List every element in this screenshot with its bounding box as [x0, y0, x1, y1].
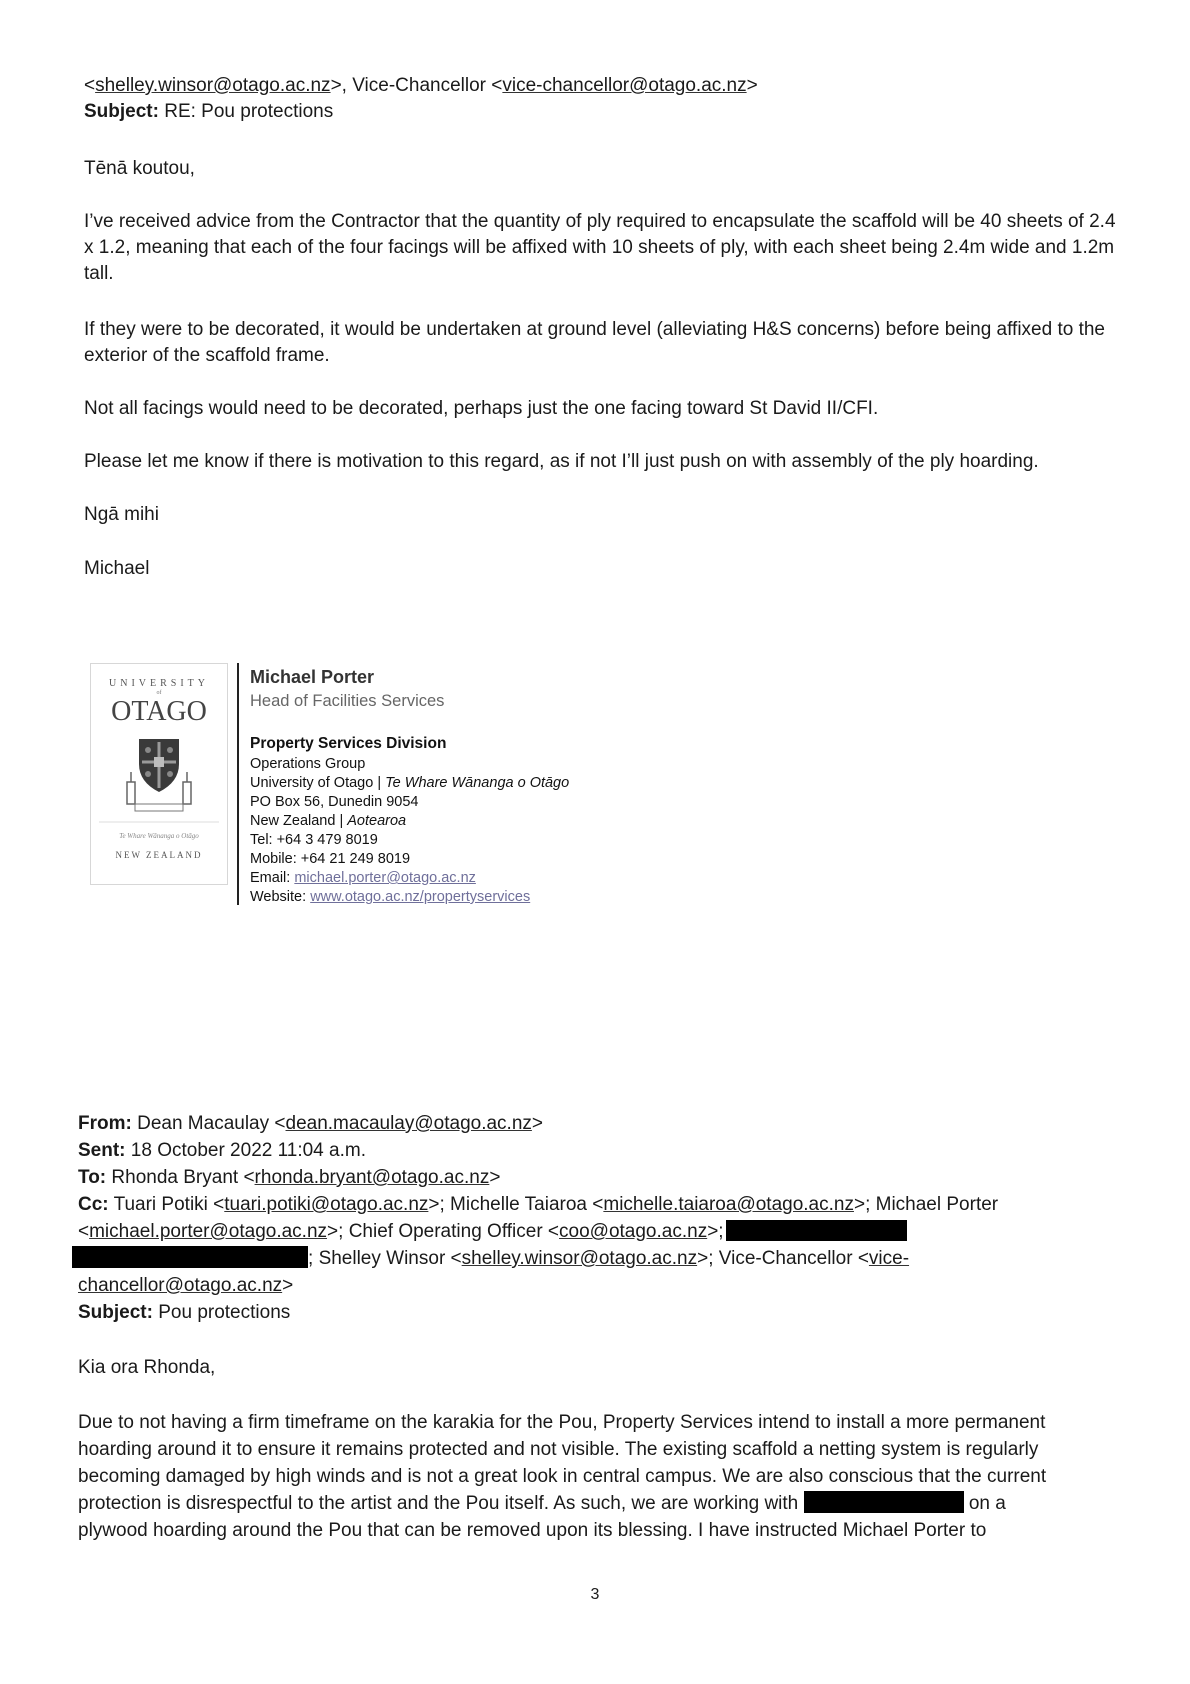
email-link[interactable]: tuari.potiki@otago.ac.nz — [224, 1194, 429, 1215]
subject-value: RE: Pou protections — [164, 101, 334, 122]
signature-group: Operations Group — [250, 756, 366, 772]
from-label: From: — [78, 1113, 132, 1134]
email-link[interactable]: shelley.winsor@otago.ac.nz — [461, 1248, 698, 1269]
signature-university — [250, 775, 569, 791]
to-label: To: — [78, 1167, 107, 1188]
email-link[interactable]: michael.porter@otago.ac.nz — [89, 1221, 328, 1242]
signature-country-maori: Aotearoa — [347, 813, 407, 829]
cc-line-2: <michael.porter@otago.ac.nz>; Chief Operating Officer <coo@otago.ac.nz>; — [78, 1219, 907, 1245]
signature-po-box: PO Box 56, Dunedin 9054 — [250, 794, 419, 810]
signature-email-link[interactable]: michael.porter@otago.ac.nz — [294, 870, 476, 886]
email-link[interactable]: dean.macaulay@otago.ac.nz — [285, 1113, 532, 1134]
cc-label: Cc: — [78, 1194, 109, 1215]
to-name: Rhonda Bryant — [111, 1167, 239, 1188]
email-link[interactable]: vice- — [868, 1248, 910, 1269]
reply-subject-line — [84, 99, 333, 125]
crest-icon — [127, 739, 191, 811]
cc-line-3: ; Shelley Winsor <shelley.winsor@otago.ac.nz>; Vice-Chancellor <vice- — [72, 1246, 909, 1272]
original-subject-line — [78, 1300, 290, 1326]
signature-mobile: Mobile: +64 21 249 8019 — [250, 851, 411, 867]
email-link[interactable]: coo@otago.ac.nz — [559, 1221, 708, 1242]
signature-website — [250, 889, 530, 905]
original-body-line — [78, 1491, 1006, 1517]
page-number: 3 — [590, 1586, 600, 1603]
sent-line — [78, 1138, 366, 1164]
redaction-block — [804, 1491, 964, 1513]
logo-country-text: NEW ZEALAND — [115, 850, 203, 860]
signature-tel: Tel: +64 3 479 8019 — [250, 832, 378, 848]
signature-website-label: Website: — [250, 889, 307, 905]
recipient-name: Vice-Chancellor — [352, 75, 486, 96]
signature-university-name: University of Otago | — [250, 775, 382, 791]
signature-divider — [237, 663, 239, 905]
reply-paragraph-2: If they were to be decorated, it would be undertaken at ground level (alleviating H&S concerns) before being affixed to the exterior of the scaffold frame. — [84, 319, 1105, 366]
signature-country-name: New Zealand | — [250, 813, 344, 829]
signature-university-maori: Te Whare Wānanga o Otāgo — [385, 775, 570, 791]
from-name: Dean Macaulay — [137, 1113, 270, 1134]
logo-motto-text: Te Whare Wānanga o Otāgo — [119, 832, 199, 840]
email-link[interactable]: rhonda.bryant@otago.ac.nz — [254, 1167, 490, 1188]
signature-title: Head of Facilities Services — [250, 692, 445, 710]
signature-country — [250, 813, 406, 829]
email-link[interactable]: michelle.taiaroa@otago.ac.nz — [603, 1194, 854, 1215]
cc-name: Michelle Taiaroa — [450, 1194, 587, 1215]
reply-greeting: Tēnā koutou, — [84, 158, 195, 179]
subject-label: Subject: — [84, 101, 159, 122]
cc-name: Vice-Chancellor — [718, 1248, 853, 1269]
reply-author: Michael — [84, 558, 150, 579]
email-link[interactable]: shelley.winsor@otago.ac.nz — [95, 75, 331, 96]
subject-label: Subject: — [78, 1302, 153, 1323]
cc-line-1: Cc: Tuari Potiki <tuari.potiki@otago.ac.nz>; Michelle Taiaroa <michelle.taiaroa@otago.ac.nz>; Michael Porter — [78, 1194, 999, 1215]
reply-signoff: Ngā mihi — [84, 504, 159, 525]
cc-line-4: chancellor@otago.ac.nz> — [78, 1275, 294, 1296]
original-body-text: protection is disrespectful to the artist and the Pou itself. As such, we are working with — [78, 1493, 799, 1514]
cc-name: Tuari Potiki — [113, 1194, 208, 1215]
signature-website-link[interactable]: www.otago.ac.nz/propertyservices — [310, 889, 531, 905]
to-line: To: Rhonda Bryant <rhonda.bryant@otago.ac.nz> — [78, 1167, 501, 1188]
from-line: From: Dean Macaulay <dean.macaulay@otago.ac.nz> — [78, 1113, 544, 1134]
signature-email — [250, 870, 476, 886]
cc-name: Chief Operating Officer — [348, 1221, 543, 1242]
original-body-line: Due to not having a firm timeframe on the karakia for the Pou, Property Services intend to install a more permanent — [78, 1412, 1046, 1433]
logo-otago-text: OTAGO — [111, 696, 207, 727]
redaction-block — [726, 1220, 907, 1241]
reply-paragraph-1: I’ve received advice from the Contractor that the quantity of ply required to encapsulate the scaffold will be 40 sheets of 2.4 x 1.2, meaning that each of the four facings will be affixed with 10 sheets of ply, with each sheet being 2.4m wide and 1.2m tall. — [84, 211, 1116, 284]
redaction-block — [72, 1246, 308, 1268]
signature-division: Property Services Division — [250, 735, 447, 752]
reply-header-recipients-line: <shelley.winsor@otago.ac.nz>, Vice-Chancellor <vice-chancellor@otago.ac.nz> — [84, 75, 758, 96]
logo-university-text: UNIVERSITY — [109, 678, 209, 689]
signature-email-label: Email: — [250, 870, 291, 886]
original-body-line: plywood hoarding around the Pou that can be removed upon its blessing. I have instructed Michael Porter to — [78, 1520, 987, 1541]
reply-paragraph-3: Not all facings would need to be decorated, perhaps just the one facing toward St David II/CFI. — [84, 398, 879, 419]
cc-name: Shelley Winsor — [318, 1248, 446, 1269]
original-greeting: Kia ora Rhonda, — [78, 1357, 216, 1378]
reply-paragraph-4: Please let me know if there is motivation to this regard, as if not I’ll just push on with assembly of the ply hoarding. — [84, 451, 1039, 472]
logo-of-text: of — [156, 690, 162, 696]
email-link[interactable]: chancellor@otago.ac.nz — [78, 1275, 283, 1296]
sent-label: Sent: — [78, 1140, 126, 1161]
signature-name: Michael Porter — [250, 667, 375, 687]
original-body-line: becoming damaged by high winds and is not a great look in central campus. We are also conscious that the current — [78, 1466, 1047, 1487]
original-body-text: on a — [968, 1493, 1006, 1514]
cc-name: Michael Porter — [875, 1194, 999, 1215]
original-body-line: hoarding around it to ensure it remains protected and not visible. The existing scaffold a netting system is regularly — [78, 1439, 1039, 1460]
email-link[interactable]: vice-chancellor@otago.ac.nz — [502, 75, 747, 96]
sent-value: 18 October 2022 11:04 a.m. — [130, 1140, 366, 1161]
subject-value: Pou protections — [158, 1302, 291, 1323]
university-logo — [90, 663, 228, 885]
